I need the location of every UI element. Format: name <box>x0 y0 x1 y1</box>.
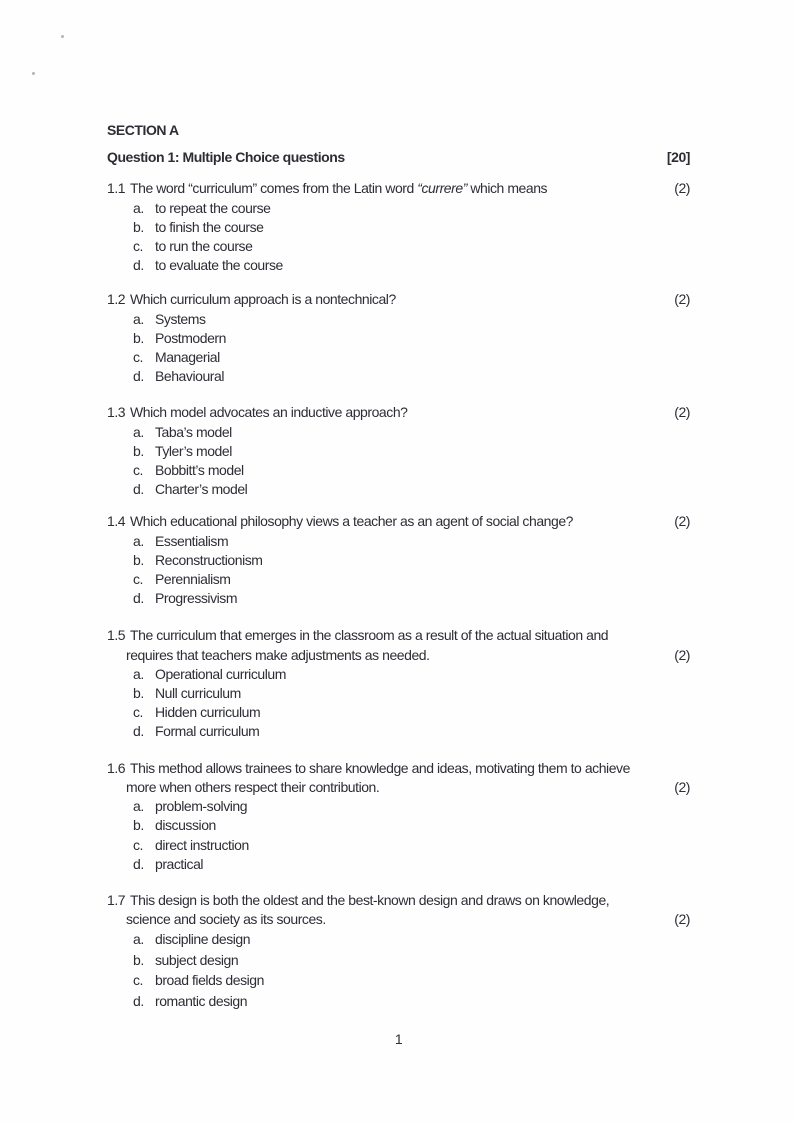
option-letter: a. <box>133 798 144 815</box>
option-text: Tyler’s model <box>155 442 232 459</box>
question-1-5 <box>107 626 690 741</box>
option-letter: c. <box>133 349 143 366</box>
option-text: direct instruction <box>155 836 249 853</box>
option-a <box>107 310 690 329</box>
question-line <box>107 512 690 531</box>
option-a <box>107 665 690 684</box>
option-letter: b. <box>133 951 144 968</box>
option-letter: b. <box>133 442 144 459</box>
option-letter: c. <box>133 972 143 989</box>
question-1-6 <box>107 759 690 874</box>
option-text: Reconstructionism <box>155 551 263 568</box>
option-d <box>107 367 690 386</box>
option-a <box>107 423 690 442</box>
option-d <box>107 855 690 874</box>
question-1-total-marks: [20] <box>666 149 690 166</box>
question-text: This design is both the oldest and the best-known design and draws on knowledge, <box>130 891 610 908</box>
options-list <box>107 532 690 609</box>
option-d <box>107 589 690 608</box>
option-letter: a. <box>133 310 144 327</box>
options-list <box>107 665 690 742</box>
option-text: Systems <box>155 310 206 327</box>
option-letter: a. <box>133 532 144 549</box>
option-c <box>107 703 690 722</box>
option-text: Perennialism <box>155 571 231 588</box>
option-text: Bobbitt’s model <box>155 462 244 479</box>
option-c <box>107 970 690 991</box>
question-line-continued <box>107 910 690 929</box>
question-marks: (2) <box>674 646 690 663</box>
option-letter: a. <box>133 199 144 216</box>
question-1-4 <box>107 512 690 608</box>
option-text: Hidden curriculum <box>155 704 261 721</box>
options-list <box>107 310 690 387</box>
question-line <box>107 290 690 309</box>
question-line <box>107 626 690 645</box>
option-b <box>107 950 690 971</box>
option-letter: a. <box>133 931 144 948</box>
question-number: 1.3 <box>107 404 126 421</box>
question-marks: (2) <box>674 291 690 308</box>
option-text: to evaluate the course <box>155 257 283 274</box>
option-letter: c. <box>133 571 143 588</box>
question-1-7 <box>107 891 690 1011</box>
scan-speck <box>61 35 64 38</box>
option-letter: c. <box>133 704 143 721</box>
option-text: to run the course <box>155 238 253 255</box>
options-list <box>107 423 690 500</box>
options-list <box>107 797 690 874</box>
option-letter: c. <box>133 238 143 255</box>
page-number: 1 <box>394 1031 403 1047</box>
question-1-3 <box>107 403 690 499</box>
option-c <box>107 836 690 855</box>
option-text: discussion <box>155 817 216 834</box>
option-b <box>107 684 690 703</box>
option-text: Formal curriculum <box>155 723 260 740</box>
option-b <box>107 329 690 348</box>
option-text: Essentialism <box>155 532 229 549</box>
question-line-continued <box>107 646 690 665</box>
question-1-1 <box>107 179 690 275</box>
scan-speck <box>32 72 35 75</box>
option-c <box>107 570 690 589</box>
question-1-header <box>107 148 690 167</box>
question-text-part: which means <box>466 180 548 197</box>
option-letter: a. <box>133 665 144 682</box>
option-letter: b. <box>133 551 144 568</box>
option-letter: d. <box>133 723 144 740</box>
option-text: practical <box>155 855 204 872</box>
question-marks: (2) <box>674 911 690 928</box>
option-letter: d. <box>133 855 144 872</box>
option-c <box>107 237 690 256</box>
option-text: Behavioural <box>155 368 224 385</box>
option-letter: b. <box>133 218 144 235</box>
question-line <box>107 759 690 778</box>
option-a <box>107 929 690 950</box>
question-line <box>107 891 690 910</box>
question-marks: (2) <box>674 778 690 795</box>
option-letter: b. <box>133 685 144 702</box>
option-a <box>107 199 690 218</box>
question-1-2 <box>107 290 690 386</box>
option-letter: d. <box>133 368 144 385</box>
question-line-continued <box>107 778 690 797</box>
question-marks: (2) <box>674 404 690 421</box>
option-text: Operational curriculum <box>155 665 286 682</box>
option-letter: d. <box>133 590 144 607</box>
option-a <box>107 532 690 551</box>
option-d <box>107 480 690 499</box>
question-text-part: The word “curriculum” comes from the Latin word <box>130 180 418 197</box>
option-text: to finish the course <box>155 218 264 235</box>
options-list <box>107 199 690 276</box>
option-d <box>107 991 690 1012</box>
question-line <box>107 403 690 422</box>
option-c <box>107 461 690 480</box>
option-letter: d. <box>133 257 144 274</box>
question-1-title: Question 1: Multiple Choice questions <box>107 149 345 166</box>
page-content <box>107 121 690 1011</box>
question-text: Which model advocates an inductive approach? <box>130 404 408 421</box>
question-text: Which educational philosophy views a teacher as an agent of social change? <box>130 513 574 530</box>
option-letter: c. <box>133 462 143 479</box>
question-number: 1.5 <box>107 627 126 644</box>
option-letter: b. <box>133 329 144 346</box>
question-number: 1.6 <box>107 759 126 776</box>
option-text: subject design <box>155 951 239 968</box>
question-text: Which curriculum approach is a nontechnical? <box>130 291 396 308</box>
question-text: This method allows trainees to share knowledge and ideas, motivating them to achieve <box>130 759 630 776</box>
question-number: 1.7 <box>107 891 126 908</box>
option-text: Managerial <box>155 349 220 366</box>
question-text <box>130 180 547 196</box>
option-letter: c. <box>133 836 143 853</box>
question-number: 1.1 <box>107 180 126 197</box>
option-text: romantic design <box>155 992 248 1009</box>
question-marks: (2) <box>674 180 690 197</box>
question-text: more when others respect their contribution. <box>126 778 380 795</box>
question-text: science and society as its sources. <box>126 911 326 928</box>
option-text: Null curriculum <box>155 685 241 702</box>
question-number: 1.4 <box>107 513 126 530</box>
option-letter: d. <box>133 992 144 1009</box>
option-c <box>107 348 690 367</box>
question-text: The curriculum that emerges in the classroom as a result of the actual situation and <box>130 627 609 644</box>
question-marks: (2) <box>674 513 690 530</box>
options-list <box>107 929 690 1011</box>
option-text: Progressivism <box>155 590 238 607</box>
option-letter: b. <box>133 817 144 834</box>
option-b <box>107 218 690 237</box>
option-text: to repeat the course <box>155 199 271 216</box>
option-letter: a. <box>133 423 144 440</box>
option-text: discipline design <box>155 931 251 948</box>
option-a <box>107 797 690 816</box>
option-b <box>107 816 690 835</box>
option-text: Postmodern <box>155 329 226 346</box>
question-line <box>107 179 690 198</box>
option-b <box>107 442 690 461</box>
section-title: SECTION A <box>107 122 179 138</box>
option-letter: d. <box>133 481 144 498</box>
option-d <box>107 256 690 275</box>
question-number: 1.2 <box>107 291 126 308</box>
option-text: problem-solving <box>155 798 248 815</box>
option-b <box>107 551 690 570</box>
option-text: broad fields design <box>155 972 264 989</box>
option-text: Charter’s model <box>155 481 248 498</box>
option-text: Taba’s model <box>155 423 232 440</box>
option-d <box>107 722 690 741</box>
question-text-italic: “currere” <box>417 180 467 197</box>
question-text: requires that teachers make adjustments as needed. <box>126 646 430 663</box>
